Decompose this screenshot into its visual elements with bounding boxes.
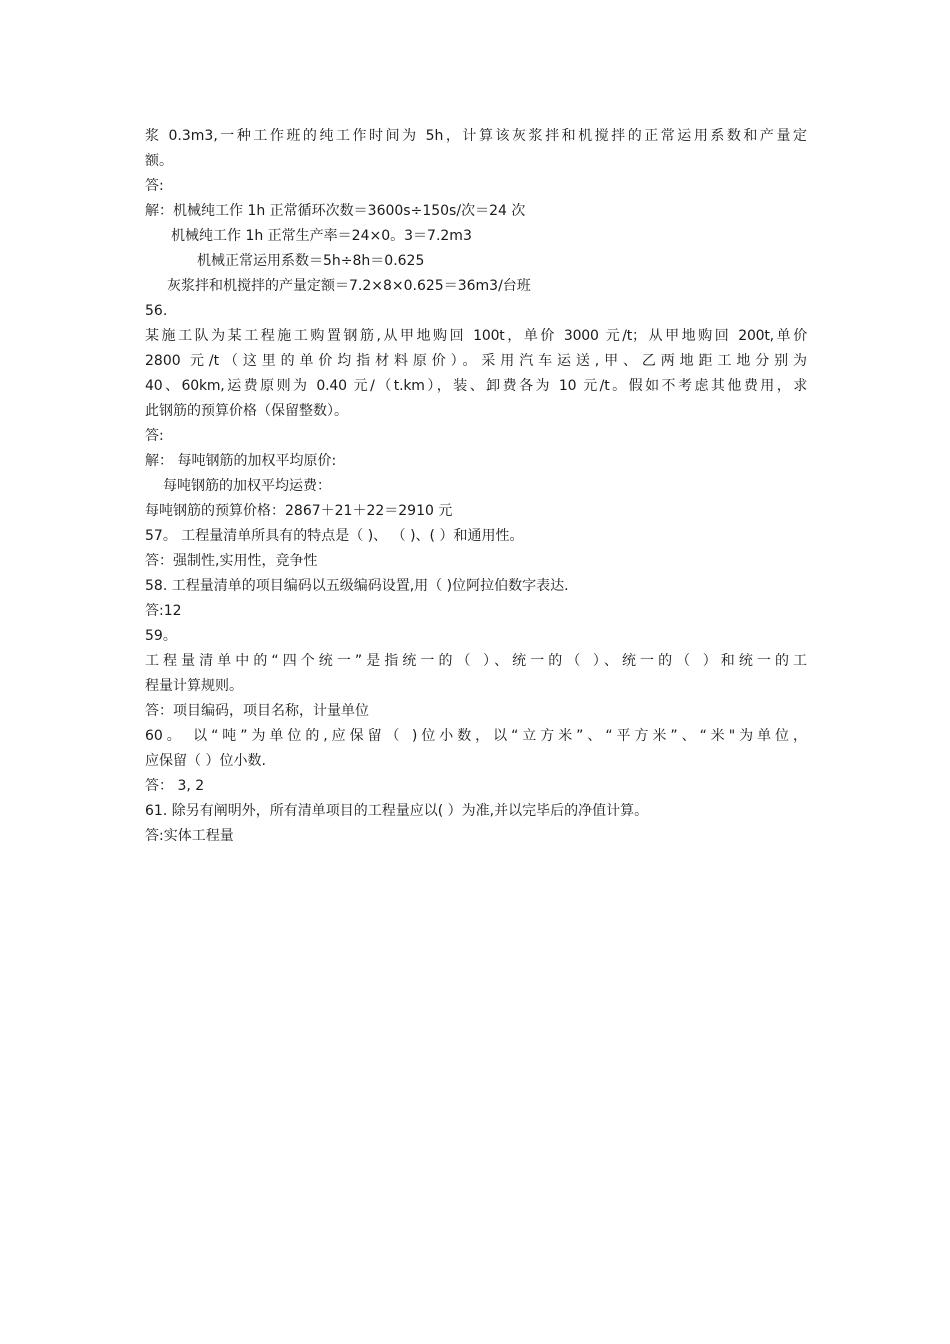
text-line: 浆 0.3m3,一种工作班的纯工作时间为 5h，计算该灰浆拌和机搅拌的正常运用系数和产量定 xyxy=(145,128,807,144)
question-text: 此钢筋的预算价格（保留整数）。 xyxy=(145,403,348,419)
question-text: 60。 以“吨”为单位的,应保留（ )位小数，以“立方米”、“平方米”、“米"为单位， xyxy=(145,728,807,744)
solution-line: 每吨钢筋的加权平均运费： xyxy=(163,478,331,494)
question-number: 59。 xyxy=(145,628,177,644)
solution-line: 解：机械纯工作 1h 正常循环次数＝3600s÷150s/次＝24 次 xyxy=(145,203,526,219)
question-text: 61. 除另有阐明外，所有清单项目的工程量应以( ）为准,并以完毕后的净值计算。 xyxy=(145,803,649,819)
question-text: 40、60km,运费原则为 0.40 元/（t.km），装、卸费各为 10 元/t。假如不考虑其他费用，求 xyxy=(145,378,807,394)
solution-line: 解： 每吨钢筋的加权平均原价: xyxy=(145,453,337,469)
question-text: 工程量清单中的“四个统一”是指统一的（ ）、统一的（ ）、统一的（ ）和统一的工 xyxy=(145,653,807,669)
question-text: 2800 元/t（这里的单价均指材料原价）。采用汽车运送,甲、乙两地距工地分别为 xyxy=(145,353,807,369)
solution-line: 机械正常运用系数＝5h÷8h＝0.625 xyxy=(197,253,425,269)
answer-text: 答：项目编码，项目名称，计量单位 xyxy=(145,703,369,719)
question-text: 57。 工程量清单所具有的特点是（ )、 （ )、( ）和通用性。 xyxy=(145,528,524,544)
question-text: 应保留（ ）位小数. xyxy=(145,753,266,769)
solution-line: 灰浆拌和机搅拌的产量定额＝7.2×8×0.625＝36m3/台班 xyxy=(167,278,531,294)
question-text: 58. 工程量清单的项目编码以五级编码设置,用（ )位阿拉伯数字表达. xyxy=(145,578,569,594)
text-line: 额。 xyxy=(145,153,173,169)
question-number: 56. xyxy=(145,303,168,319)
answer-label: 答: xyxy=(145,178,164,194)
document-body xyxy=(145,124,807,849)
question-text: 某施工队为某工程施工购置钢筋,从甲地购回 100t，单价 3000 元/t；从甲地购回 200t,单价 xyxy=(145,328,807,344)
solution-line: 每吨钢筋的预算价格：2867＋21＋22＝2910 元 xyxy=(145,503,453,519)
question-text: 程量计算规则。 xyxy=(145,678,243,694)
answer-text: 答:实体工程量 xyxy=(145,828,234,844)
solution-line: 机械纯工作 1h 正常生产率＝24×0。3＝7.2m3 xyxy=(171,228,472,244)
answer-text: 答：强制性,实用性，竞争性 xyxy=(145,553,318,569)
answer-text: 答： 3, 2 xyxy=(145,778,205,794)
answer-text: 答:12 xyxy=(145,603,182,619)
answer-label: 答: xyxy=(145,428,164,444)
